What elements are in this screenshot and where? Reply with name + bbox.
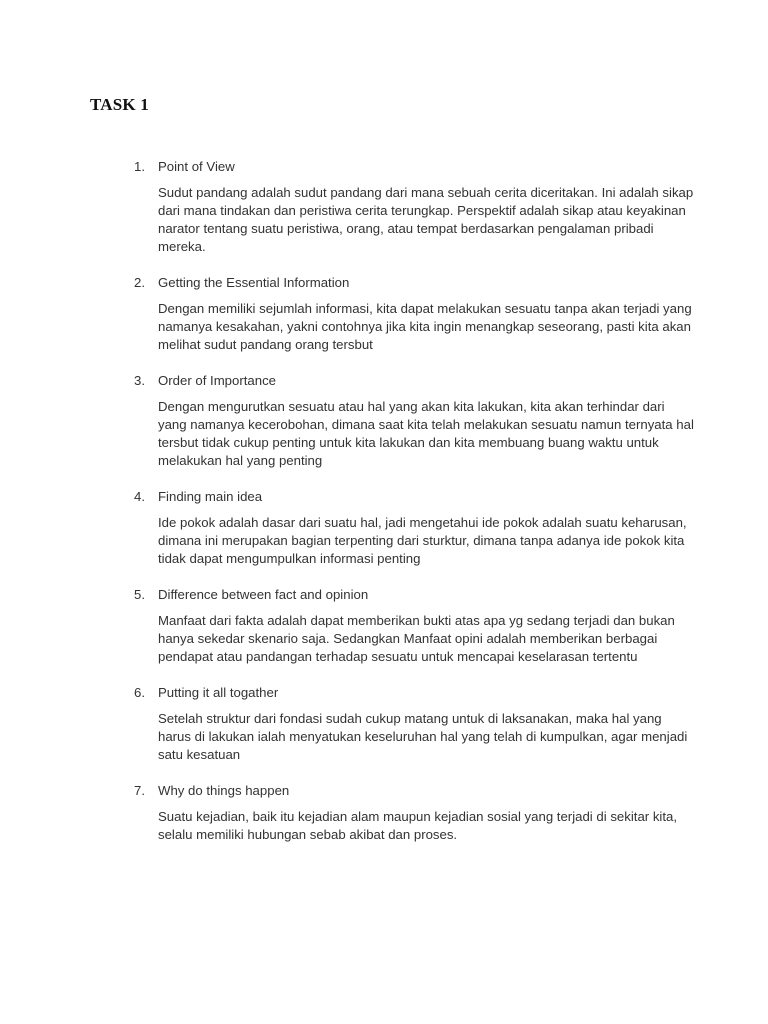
item-body: Manfaat dari fakta adalah dapat memberikan bukti atas apa yg sedang terjadi dan bukan hanya sekedar skenario saja. Sedangkan Manfaat opini adalah memberikan berbagai pendapat atau pandangan terhadap sesuatu untuk mencapai keselarasan tertentu	[158, 613, 675, 664]
item-number: 6.	[134, 685, 145, 700]
list-item	[134, 586, 694, 666]
page-title: TASK 1	[90, 95, 149, 114]
item-heading: Point of View	[158, 159, 235, 174]
item-body: Suatu kejadian, baik itu kejadian alam maupun kejadian sosial yang terjadi di sekitar kita, selalu memiliki hubungan sebab akibat dan proses.	[158, 809, 678, 842]
list-item	[134, 372, 694, 470]
item-body: Ide pokok adalah dasar dari suatu hal, jadi mengetahui ide pokok adalah suatu keharusan, dimana ini merupakan bagian terpenting dari sturktur, dimana tanpa adanya ide pokok kita tidak dapat mengumpulkan informasi penting	[158, 515, 687, 566]
item-number: 5.	[134, 587, 145, 602]
item-body: Sudut pandang adalah sudut pandang dari mana sebuah cerita diceritakan. Ini adalah sikap dari mana tindakan dan peristiwa cerita terungkap. Perspektif adalah sikap atau keyakinan narator tentang suatu peristiwa, orang, atau tempat berdasarkan pengalaman pribadi mereka.	[158, 185, 694, 254]
item-number: 4.	[134, 489, 145, 504]
item-number: 7.	[134, 783, 145, 798]
item-body: Dengan mengurutkan sesuatu atau hal yang akan kita lakukan, kita akan terhindar dari yang namanya kecerobohan, dimana saat kita telah melakukan sesuatu namun ternyata hal tersbut tidak cukup penting untuk kita lakukan dan kita membuang buang waktu untuk melakukan hal yang penting	[158, 399, 694, 468]
list-item	[134, 274, 694, 354]
item-heading: Getting the Essential Information	[158, 275, 350, 290]
list-item	[134, 488, 694, 568]
numbered-list	[134, 158, 694, 844]
item-body: Setelah struktur dari fondasi sudah cukup matang untuk di laksanakan, maka hal yang harus di lakukan ialah menyatukan keseluruhan hal yang telah di kumpulkan, agar menjadi satu kesatuan	[158, 711, 688, 762]
item-heading: Finding main idea	[158, 489, 263, 504]
item-heading: Putting it all togather	[158, 685, 279, 700]
item-heading: Why do things happen	[158, 783, 290, 798]
item-number: 3.	[134, 373, 145, 388]
item-heading: Difference between fact and opinion	[158, 587, 369, 602]
list-item	[134, 782, 694, 844]
item-heading: Order of Importance	[158, 373, 277, 388]
item-body: Dengan memiliki sejumlah informasi, kita dapat melakukan sesuatu tanpa akan terjadi yang namanya kesakahan, yakni contohnya jika kita ingin menangkap seseorang, pasti kita akan melihat sudut pandang orang tersbut	[158, 301, 692, 352]
item-number: 2.	[134, 275, 145, 290]
item-number: 1.	[134, 159, 145, 174]
list-item	[134, 684, 694, 764]
list-item	[134, 158, 694, 256]
